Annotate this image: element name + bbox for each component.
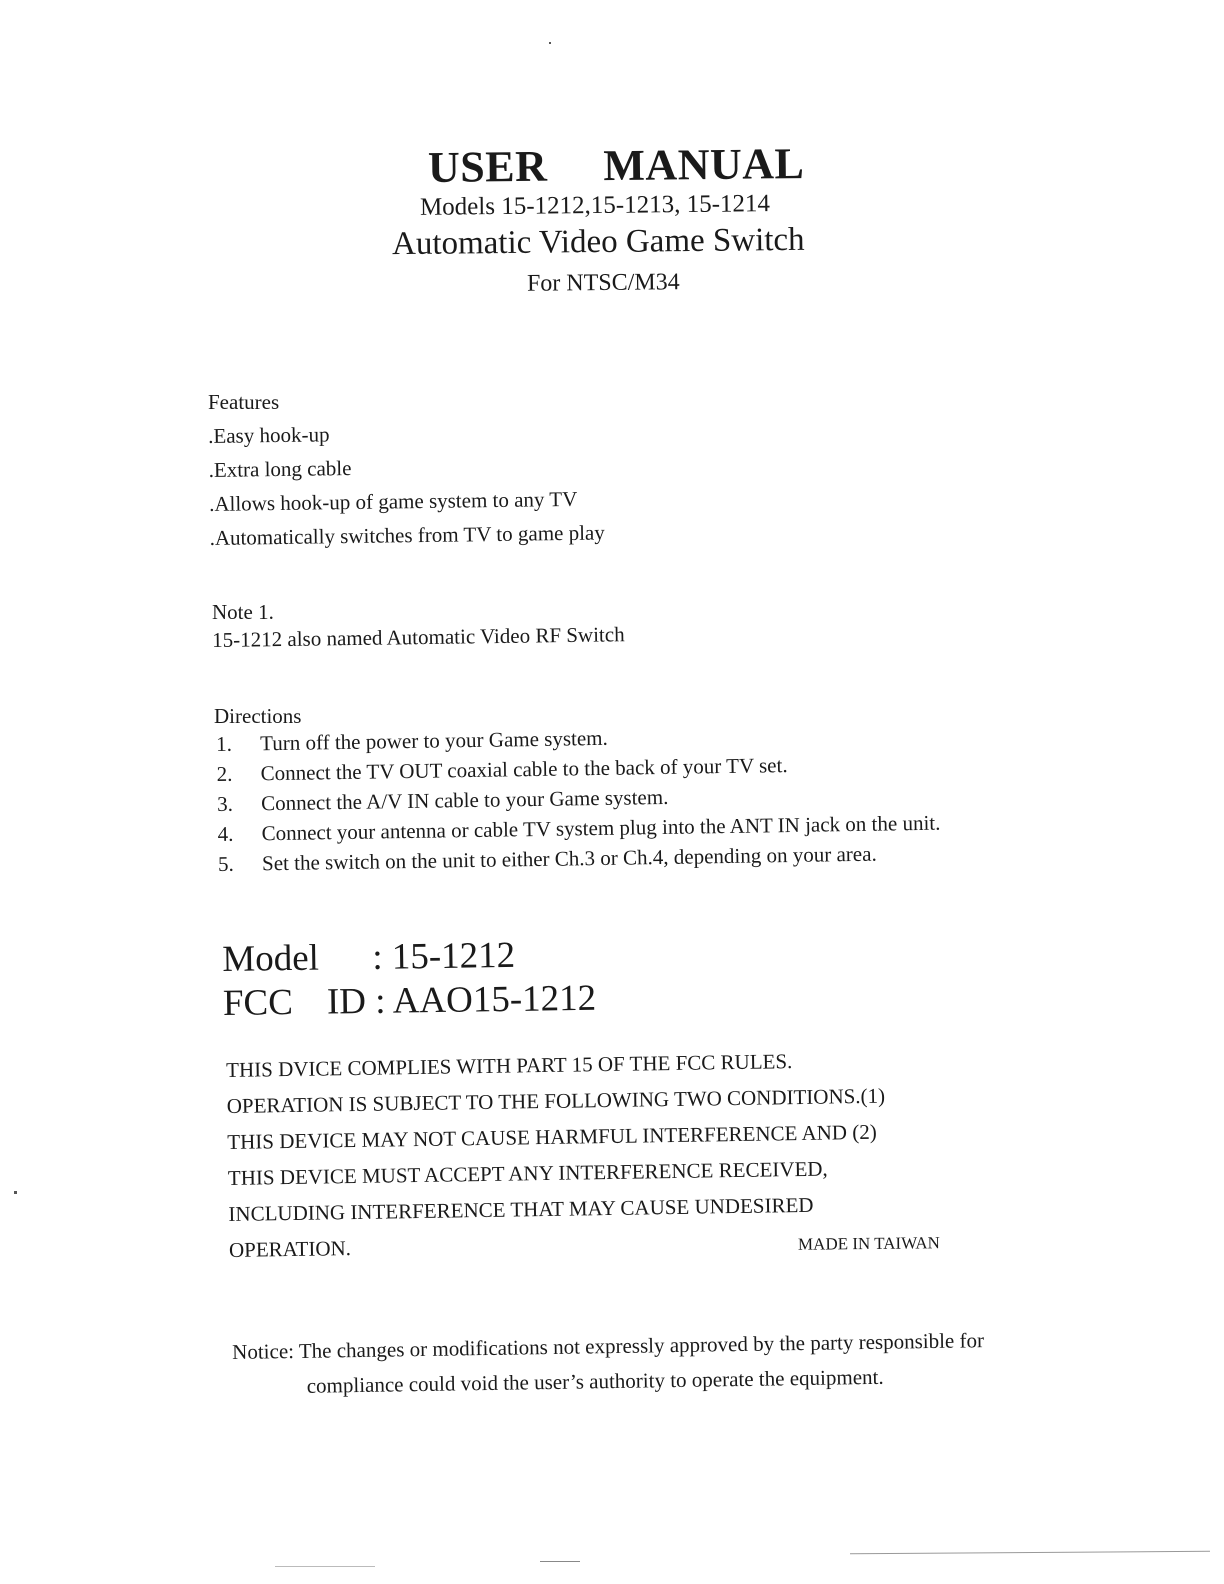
feature-item: .Automatically switches from TV to game play (209, 520, 605, 550)
step-text: Connect the A/V IN cable to your Game system. (260, 784, 669, 816)
step-number: 2. (216, 761, 233, 786)
fcc-row (223, 977, 597, 1026)
notice-line-1: Notice: The changes or modifications not expressly approved by the party responsible for (232, 1328, 985, 1364)
scan-edge-line (540, 1561, 580, 1562)
model-label: Model (222, 937, 320, 980)
note-text: 15-1212 also named Automatic Video RF Switch (212, 622, 625, 652)
model-row (222, 933, 596, 982)
fcc-id-value: ID : AAO15-1212 (326, 977, 597, 1023)
step-text: Connect your antenna or cable TV system plug into the ANT IN jack on the unit. (261, 810, 941, 846)
step-number: 4. (217, 821, 234, 846)
scan-speck (14, 1191, 17, 1194)
note-heading: Note 1. (212, 600, 274, 624)
country-of-origin: MADE IN TAIWAN (797, 1233, 940, 1254)
compliance-line: THIS DEVICE MAY NOT CAUSE HARMFUL INTERFERENCE AND (2) (227, 1119, 877, 1154)
features-heading: Features (208, 390, 280, 414)
scan-edge-line (850, 1551, 1210, 1555)
directions-heading: Directions (214, 704, 302, 728)
video-standard: For NTSC/M34 (526, 269, 680, 297)
scan-speck (549, 42, 551, 44)
fcc-label: FCC (222, 982, 294, 1024)
notice-line-2: compliance could void the user’s authority to operate the equipment. (306, 1364, 884, 1398)
feature-item: .Extra long cable (208, 456, 352, 482)
step-text: Set the switch on the unit to either Ch.3 or Ch.4, depending on your area. (261, 841, 877, 876)
compliance-line: THIS DVICE COMPLIES WITH PART 15 OF THE FCC RULES. (226, 1049, 793, 1082)
feature-item: .Easy hook-up (208, 422, 330, 448)
step-number: 5. (217, 851, 235, 876)
step-text: Connect the TV OUT coaxial cable to the back of your TV set. (260, 753, 788, 786)
features-list (208, 418, 605, 560)
product-name: Automatic Video Game Switch (391, 221, 805, 263)
model-numbers: Models 15-1212,15-1213, 15-1214 (419, 190, 771, 221)
document-title (428, 138, 805, 193)
compliance-line: OPERATION IS SUBJECT TO THE FOLLOWING TWO CONDITIONS.(1) (226, 1083, 886, 1118)
model-value: : 15-1212 (371, 934, 516, 978)
directions-list (216, 721, 941, 882)
compliance-line: OPERATION. (228, 1236, 352, 1262)
notice-block (232, 1328, 985, 1400)
scan-edge-line (275, 1566, 375, 1567)
fcc-compliance-statement (226, 1048, 888, 1274)
feature-item: .Allows hook-up of game system to any TV (208, 486, 578, 516)
step-number: 3. (216, 791, 234, 816)
step-number: 1. (216, 731, 233, 756)
compliance-line: INCLUDING INTERFERENCE THAT MAY CAUSE UNDESIRED (228, 1192, 814, 1226)
title-word-user: USER (427, 141, 548, 192)
step-text: Turn off the power to your Game system. (259, 725, 608, 756)
identification-block (222, 933, 596, 1026)
title-word-manual: MANUAL (603, 139, 805, 191)
compliance-line: THIS DEVICE MUST ACCEPT ANY INTERFERENCE RECEIVED, (227, 1156, 828, 1190)
